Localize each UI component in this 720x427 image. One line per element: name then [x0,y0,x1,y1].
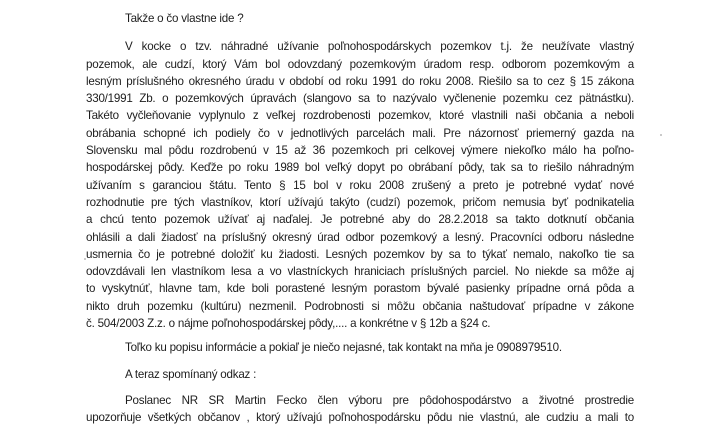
text-line: nikto druh pozemku (kultúru) nezmenil. Podrobnosti si môžu občania naštudovať prípadne v zákone [86,299,634,313]
text-line: odovzdávali len vlastníkom lesa a vo vlastníckych hraniciach príslušných parciel. No niekde sa môže aj [86,265,634,279]
text-line: hospodárskej pôdy. Keďže po roku 1989 bol veľký dopyt po obrábaní pôdy, tak sa to riešilo náhradným [86,161,634,175]
paragraph [86,366,634,383]
text-line: ohlásili a dali žiadosť na príslušný okresný úrad odbor pozemkový a lesný. Pracovníci odboru následne [86,230,634,244]
text-line: upozorňuje všetkých občanov , ktorý užívajú poľnohospodársku pôdu nie vlastnú, ale cudziu a mali to [86,411,634,425]
scan-artifact [660,134,662,136]
text-line: 330/1991 Zb. o pozemkových úpravách (slangovo sa to nazývalo vyčlenenie pozemku cez pätnástku). [86,92,634,106]
paragraph [86,10,634,27]
text-line: obrábania schopné ich podiely čo v jednotlivých parcelách mali. Pre názornosť priemerný gazda na [86,126,634,140]
text-line: V kocke o tzv. náhradné užívanie poľnohospodárskych pozemkov t.j. že neužívate vlastný [125,40,634,54]
text-line: usmernia čo je potrebné doložiť ku žiadosti. Lesných pozemkov by sa to týkať nemalo, nakoľko tie sa [86,247,634,261]
text-line: Takže o čo vlastne ide ? [125,12,244,25]
text-line: Slovensku mal pôdu rozdrobenú v 15 až 36 pozemkoch pri celkovej výmere niekoľko málo ha poľno- [86,144,634,158]
text-line: to vyskytnúť, hlavne tam, kde boli porastené lesným porastom bývalé pasienky prípadne orná pôda a [86,282,634,296]
document-page [86,6,634,427]
text-line: A teraz spomínaný odkaz : [125,367,257,381]
text-line: rozhodnutie pre tých vlastníkov, ktorí užívajú takýto (cudzí) pozemok, pričom nemusia byť podnikatelia [86,195,634,209]
scan-artifact [84,258,86,260]
text-line: Takéto vyčleňovanie vyplynulo z veľkej rozdrobenosti pozemkov, ktoré vlastnili naši občania a neboli [86,109,634,123]
paragraph [86,38,634,332]
text-line: lesným príslušného okresného úradu v období od roku 1991 do roku 2008. Riešilo sa to cez § 15 zákona [86,74,634,88]
paragraph [86,339,634,356]
text-line: užívaním s garanciou štátu. Tento § 15 bol v roku 2008 zrušený a preto je potrebné vydať nové [86,178,634,192]
text-line: pozemok, ale cudzí, ktorý Vám bol odovzdaný pozemkovým úradom resp. odborom pozemkovým a [86,57,634,71]
text-line: a chcú tento pozemok užívať aj naďalej. Je potrebné aby do 28.2.2018 sa takto dotknutí občania [86,213,634,227]
text-line: Poslanec NR SR Martin Fecko člen výboru pre pôdohospodárstvo a životné prostredie [125,393,634,407]
paragraph [86,392,634,427]
text-line: Toľko ku popisu informácie a pokiaľ je niečo nejasné, tak kontakt na mňa je 0908979510. [125,341,562,355]
text-line: č. 504/2003 Z.z. o nájme poľnohospodárskej pôdy,.... a konkrétne v § 12b a §24 c. [86,317,491,331]
